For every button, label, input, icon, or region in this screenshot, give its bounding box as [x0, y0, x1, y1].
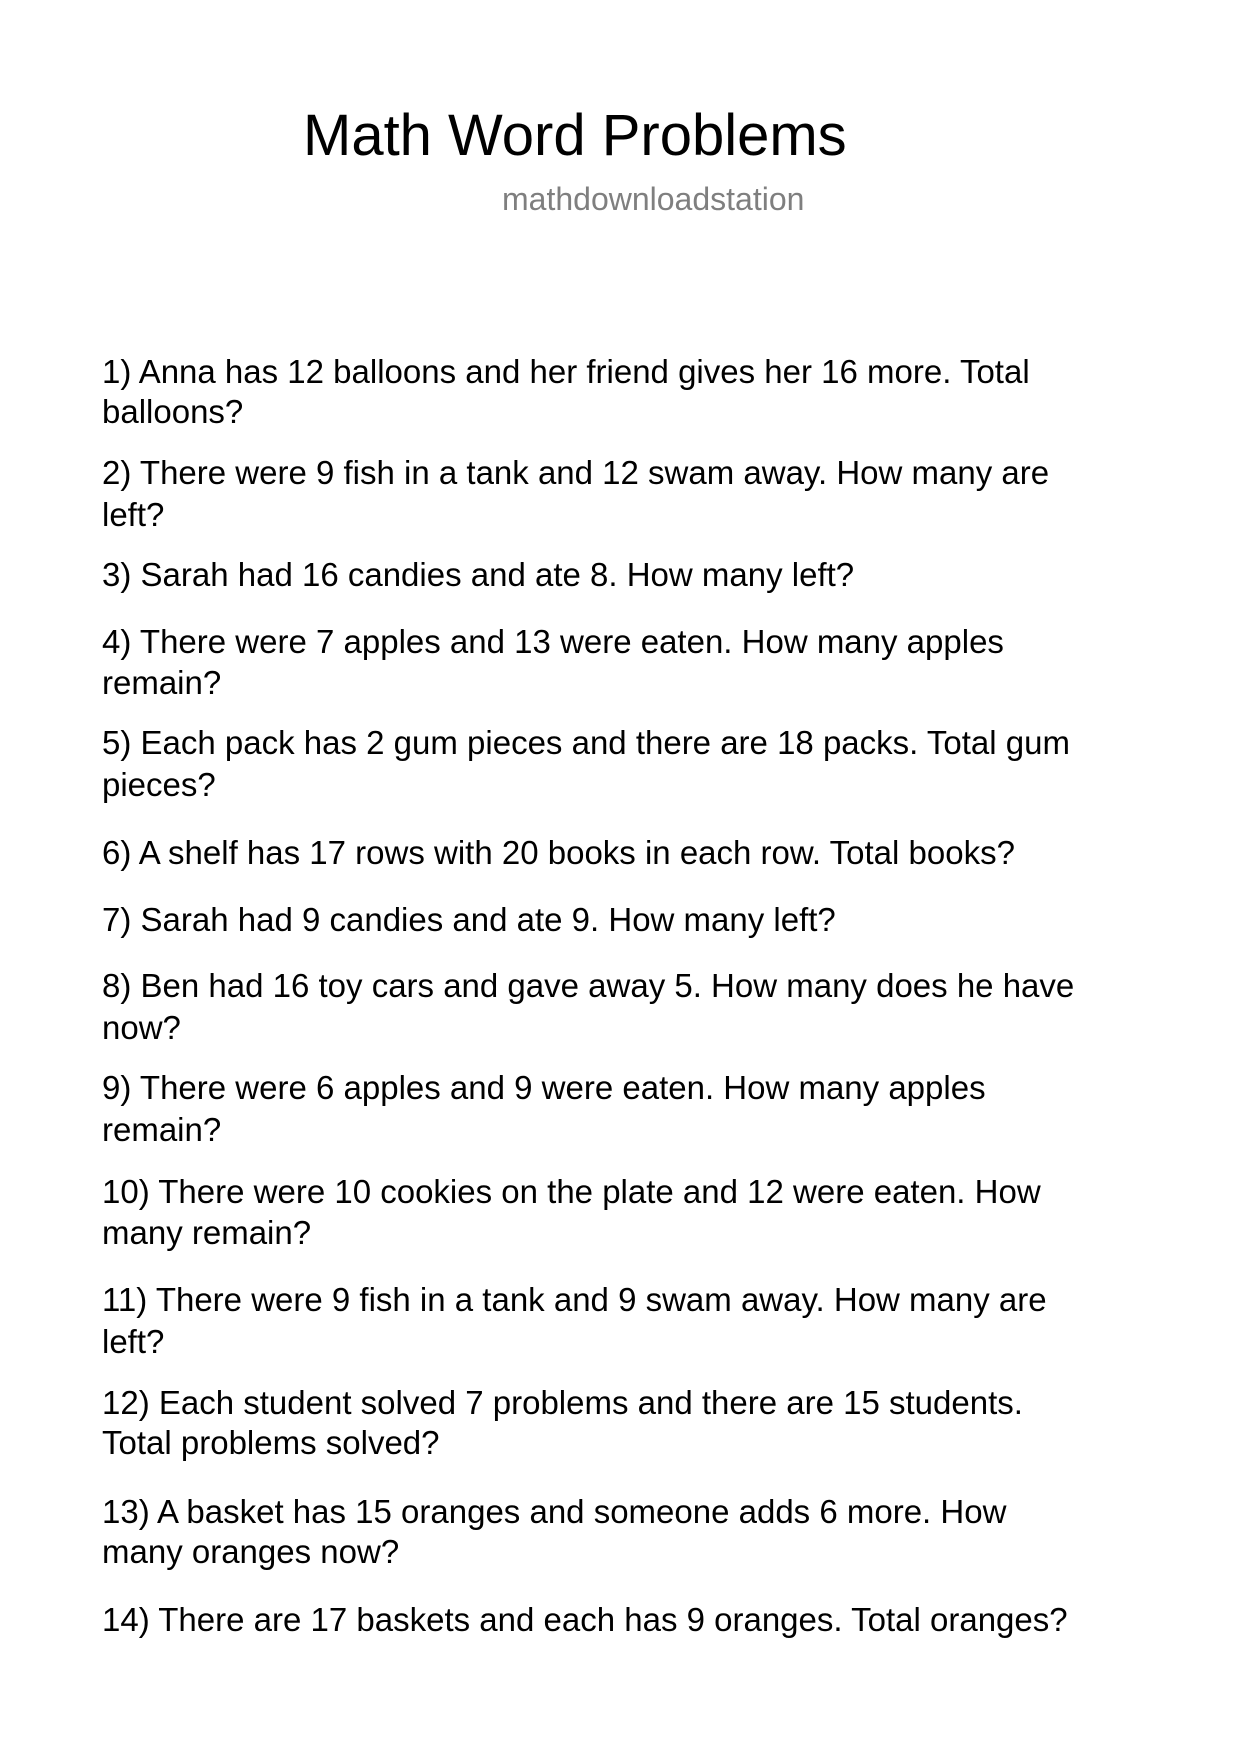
problem-line: 8) Ben had 16 toy cars and gave away 5. How many does he have: [102, 967, 1075, 1004]
problem-line: left?: [102, 496, 165, 533]
problem-line: 12) Each student solved 7 problems and there are 15 students.: [102, 1384, 1023, 1421]
problem-line: 11) There were 9 fish in a tank and 9 swam away. How many are: [102, 1281, 1047, 1318]
problem-line: 4) There were 7 apples and 13 were eaten. How many apples: [102, 623, 1004, 660]
problem-line: 7) Sarah had 9 candies and ate 9. How many left?: [102, 901, 836, 938]
problem-line: remain?: [102, 664, 222, 701]
problem-line: 1) Anna has 12 balloons and her friend gives her 16 more. Total: [102, 353, 1030, 390]
problem-line: 5) Each pack has 2 gum pieces and there are 18 packs. Total gum: [102, 724, 1070, 761]
problem-line: 9) There were 6 apples and 9 were eaten. How many apples: [102, 1069, 986, 1106]
problem-line: 6) A shelf has 17 rows with 20 books in each row. Total books?: [102, 834, 1015, 871]
problem-line: pieces?: [102, 766, 216, 803]
problem-line: 2) There were 9 fish in a tank and 12 swam away. How many are: [102, 454, 1050, 491]
problem-line: 10) There were 10 cookies on the plate and 12 were eaten. How: [102, 1173, 1041, 1210]
problem-line: 14) There are 17 baskets and each has 9 oranges. Total oranges?: [102, 1601, 1068, 1638]
problem-line: 13) A basket has 15 oranges and someone adds 6 more. How: [102, 1493, 1007, 1530]
problem-line: 3) Sarah had 16 candies and ate 8. How many left?: [102, 556, 855, 593]
problem-line: now?: [102, 1009, 181, 1046]
problem-line: left?: [102, 1323, 165, 1360]
problem-line: many remain?: [102, 1214, 312, 1251]
problem-line: many oranges now?: [102, 1533, 400, 1570]
source-subtitle: mathdownloadstation: [502, 181, 805, 217]
problem-line: remain?: [102, 1111, 222, 1148]
problem-line: Total problems solved?: [102, 1424, 440, 1461]
problem-line: balloons?: [102, 393, 244, 430]
page-title: Math Word Problems: [303, 103, 847, 168]
